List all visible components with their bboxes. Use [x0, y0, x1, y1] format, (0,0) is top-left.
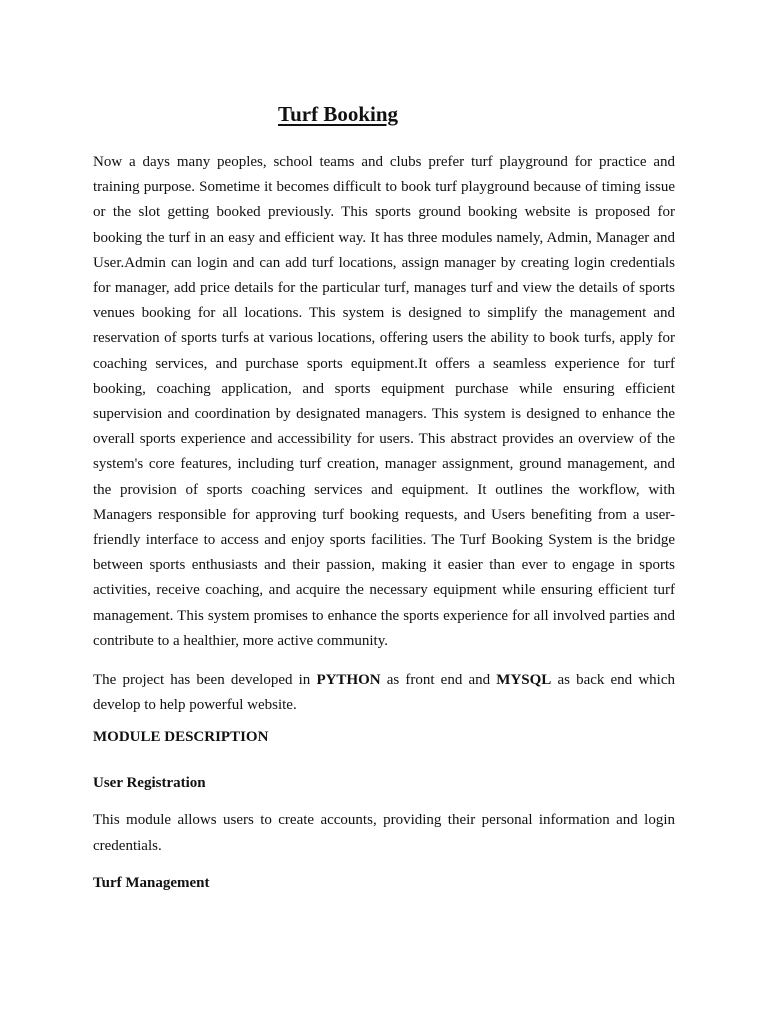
turf-management-heading: Turf Management [93, 874, 210, 891]
user-registration-text: This module allows users to create accounts, providing their personal information and login credentials. [93, 812, 675, 854]
tech-text-part2: as front end and [380, 672, 497, 689]
document-title: Turf Booking [278, 102, 399, 126]
tech-text-part1: The project has been developed in [93, 672, 317, 689]
backend-technology: MYSQL [496, 672, 552, 689]
technology-paragraph [93, 668, 675, 718]
tech-text-part3: as back end which develop to help powerful website. [93, 672, 675, 714]
document-page [93, 98, 675, 896]
module-description-heading: MODULE DESCRIPTION [93, 729, 269, 746]
intro-paragraph: Now a days many peoples, school teams and clubs prefer turf playground for practice and training purpose. Sometime it becomes difficult to book turf playground because of timing issue or the slot getting booked previously. This sports ground booking website is proposed for booking the turf in an easy and efficient way. It has three modules namely, Admin, Manager and User.Admin can login and can add turf locations, assign manager by creating login credentials for manager, add price details for the particular turf, manages turf and view the details of sports venues booking for all locations. This system is designed to simplify the management and reservation of sports turfs at various locations, offering users the ability to book turfs, apply for coaching services, and purchase sports equipment.It offers a seamless experience for turf booking, coaching application, and sports equipment purchase while ensuring efficient supervision and coordination by designated managers. This system is designed to enhance the overall sports experience and accessibility for users. This abstract provides an overview of the system's core features, including turf creation, manager assignment, ground management, and the provision of sports coaching services and equipment. It outlines the workflow, with Managers responsible for approving turf booking requests, and Users benefiting from a user-friendly interface to access and enjoy sports facilities. The Turf Booking System is the bridge between sports enthusiasts and their passion, making it easier than ever to engage in sports activities, receive coaching, and acquire the necessary equipment while ensuring efficient turf management. This system promises to enhance the sports experience for all involved parties and contribute to a healthier, more active community. [93, 154, 675, 649]
frontend-technology: PYTHON [316, 672, 381, 689]
user-registration-heading: User Registration [93, 775, 206, 792]
